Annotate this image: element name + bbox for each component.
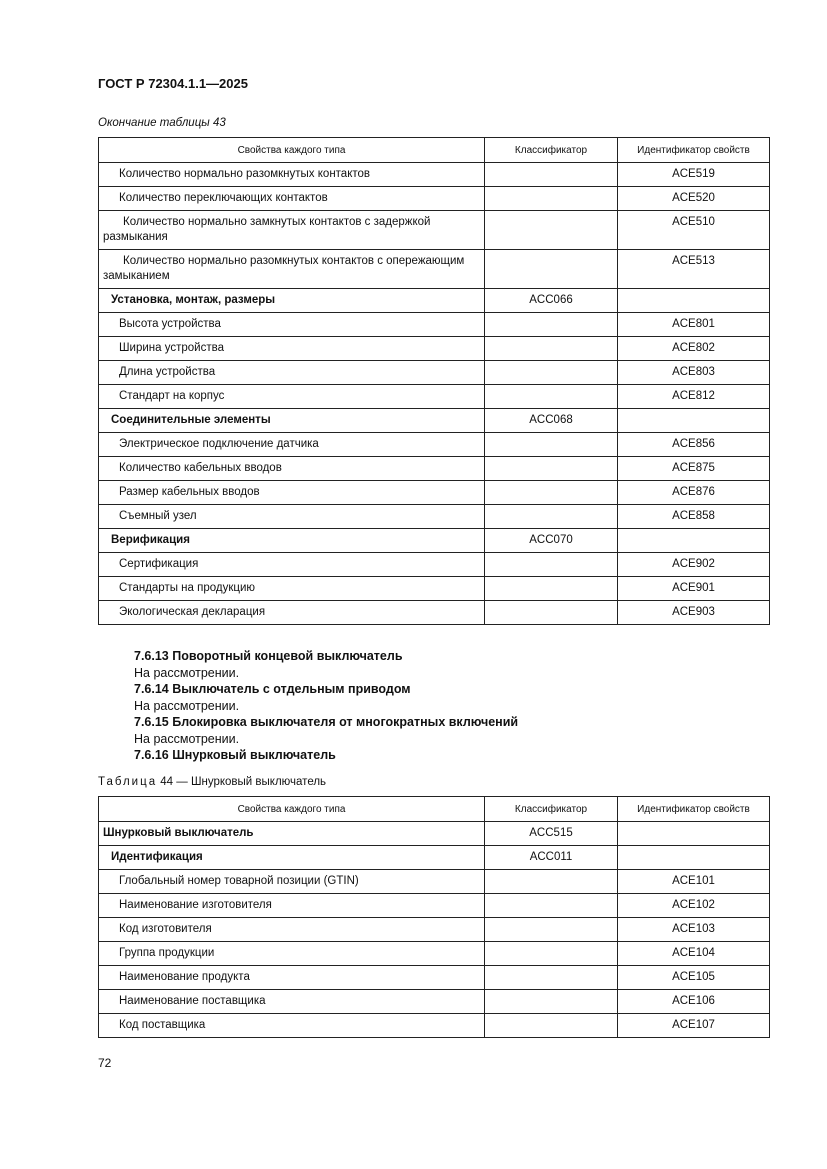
table-44 [98,796,770,1038]
table-row [99,211,770,250]
property-id-cell: ACE105 [618,966,770,990]
property-id-cell: ACE902 [618,553,770,577]
classifier-cell [485,1014,618,1038]
property-id-cell: ACE802 [618,337,770,361]
property-id-cell: ACE102 [618,894,770,918]
page-number: 72 [98,1056,112,1070]
property-name-cell: Наименование поставщика [99,990,485,1014]
classifier-cell [485,894,618,918]
classifier-cell [485,163,618,187]
property-id-cell: ACE812 [618,385,770,409]
classifier-cell [485,250,618,289]
table-row [99,1014,770,1038]
property-name-cell: Количество переключающих контактов [99,187,485,211]
table-row [99,409,770,433]
property-name-cell: Стандарты на продукцию [99,577,485,601]
property-name-cell: Установка, монтаж, размеры [99,289,485,313]
classifier-cell: ACC066 [485,289,618,313]
property-name-cell: Размер кабельных вводов [99,481,485,505]
classifier-cell [485,601,618,625]
column-header-property-id: Идентификатор свойств [618,797,770,822]
classifier-cell [485,337,618,361]
table-row [99,918,770,942]
property-id-cell: ACE103 [618,918,770,942]
property-id-cell: ACE901 [618,577,770,601]
classifier-cell [485,966,618,990]
property-id-cell: ACE107 [618,1014,770,1038]
property-name-cell: Экологическая декларация [99,601,485,625]
table-row [99,187,770,211]
sections-block [134,648,518,764]
table-row [99,313,770,337]
classifier-cell [485,187,618,211]
classifier-cell [485,385,618,409]
classifier-cell [485,577,618,601]
classifier-cell [485,457,618,481]
table-row [99,361,770,385]
section-text: На рассмотрении. [134,665,240,680]
property-name-cell: Стандарт на корпус [99,385,485,409]
table-row [99,529,770,553]
table-row [99,577,770,601]
property-id-cell: ACE520 [618,187,770,211]
column-header-classifier: Классификатор [485,138,618,163]
table-row [99,163,770,187]
property-name-cell: Идентификация [99,846,485,870]
property-name-cell: Глобальный номер товарной позиции (GTIN) [99,870,485,894]
section-heading: 7.6.14 Выключатель с отдельным приводом [134,682,411,696]
table-row [99,433,770,457]
property-id-cell: ACE801 [618,313,770,337]
classifier-cell [485,870,618,894]
section-heading: 7.6.13 Поворотный концевой выключатель [134,649,403,663]
classifier-cell [485,433,618,457]
table-row [99,553,770,577]
table-row [99,250,770,289]
property-name-cell: Наименование изготовителя [99,894,485,918]
property-id-cell: ACE101 [618,870,770,894]
property-name-cell: Количество нормально замкнутых контактов с задержкой размыкания [99,211,485,250]
document-title: ГОСТ Р 72304.1.1—2025 [98,76,248,91]
classifier-cell [485,918,618,942]
column-header-classifier: Классификатор [485,797,618,822]
property-name-cell: Ширина устройства [99,337,485,361]
table-43 [98,137,770,625]
property-name-cell: Съемный узел [99,505,485,529]
property-name-cell: Электрическое подключение датчика [99,433,485,457]
table-row [99,601,770,625]
table-header-row [99,138,770,163]
property-id-cell: ACE876 [618,481,770,505]
classifier-cell: ACC515 [485,822,618,846]
section-text: На рассмотрении. [134,698,240,713]
table-row [99,457,770,481]
property-name-cell: Длина устройства [99,361,485,385]
classifier-cell: ACC011 [485,846,618,870]
property-id-cell: ACE106 [618,990,770,1014]
property-name-cell: Количество кабельных вводов [99,457,485,481]
table-row [99,990,770,1014]
property-id-cell: ACE856 [618,433,770,457]
property-name-cell: Количество нормально разомкнутых контактов [99,163,485,187]
classifier-cell [485,211,618,250]
property-name-cell: Группа продукции [99,942,485,966]
table-row [99,942,770,966]
classifier-cell [485,942,618,966]
property-id-cell: ACE510 [618,211,770,250]
table-row [99,481,770,505]
property-id-cell: ACE903 [618,601,770,625]
property-name-cell: Сертификация [99,553,485,577]
property-id-cell [618,529,770,553]
classifier-cell [485,313,618,337]
property-id-cell: ACE858 [618,505,770,529]
property-id-cell [618,289,770,313]
table-caption-label: Таблица [98,776,158,788]
property-name-cell: Соединительные элементы [99,409,485,433]
property-name-cell: Наименование продукта [99,966,485,990]
property-name-cell: Количество нормально разомкнутых контактов с опережающим замыканием [99,250,485,289]
property-name-cell: Шнурковый выключатель [99,822,485,846]
classifier-cell [485,481,618,505]
property-name-cell: Код изготовителя [99,918,485,942]
section-heading: 7.6.16 Шнурковый выключатель [134,748,336,762]
classifier-cell [485,361,618,385]
property-id-cell [618,822,770,846]
property-id-cell [618,846,770,870]
table-continuation-caption: Окончание таблицы 43 [98,117,226,129]
table-row [99,822,770,846]
column-header-property-id: Идентификатор свойств [618,138,770,163]
section-text: На рассмотрении. [134,731,240,746]
table-row [99,894,770,918]
property-id-cell: ACE513 [618,250,770,289]
column-header-properties: Свойства каждого типа [99,138,485,163]
section-heading: 7.6.15 Блокировка выключателя от многократных включений [134,715,519,729]
table-caption-title: 44 — Шнурковый выключатель [157,776,327,788]
table-row [99,846,770,870]
classifier-cell [485,553,618,577]
table-row [99,385,770,409]
property-id-cell: ACE519 [618,163,770,187]
classifier-cell [485,990,618,1014]
classifier-cell: ACC070 [485,529,618,553]
table-row [99,289,770,313]
column-header-properties: Свойства каждого типа [99,797,485,822]
classifier-cell [485,505,618,529]
property-name-cell: Верификация [99,529,485,553]
classifier-cell: ACC068 [485,409,618,433]
table-row [99,966,770,990]
property-id-cell: ACE875 [618,457,770,481]
table-row [99,870,770,894]
table-row [99,505,770,529]
table-row [99,337,770,361]
table-header-row [99,797,770,822]
table-44-caption [98,776,326,788]
property-name-cell: Высота устройства [99,313,485,337]
property-name-cell: Код поставщика [99,1014,485,1038]
property-id-cell [618,409,770,433]
property-id-cell: ACE803 [618,361,770,385]
property-id-cell: ACE104 [618,942,770,966]
